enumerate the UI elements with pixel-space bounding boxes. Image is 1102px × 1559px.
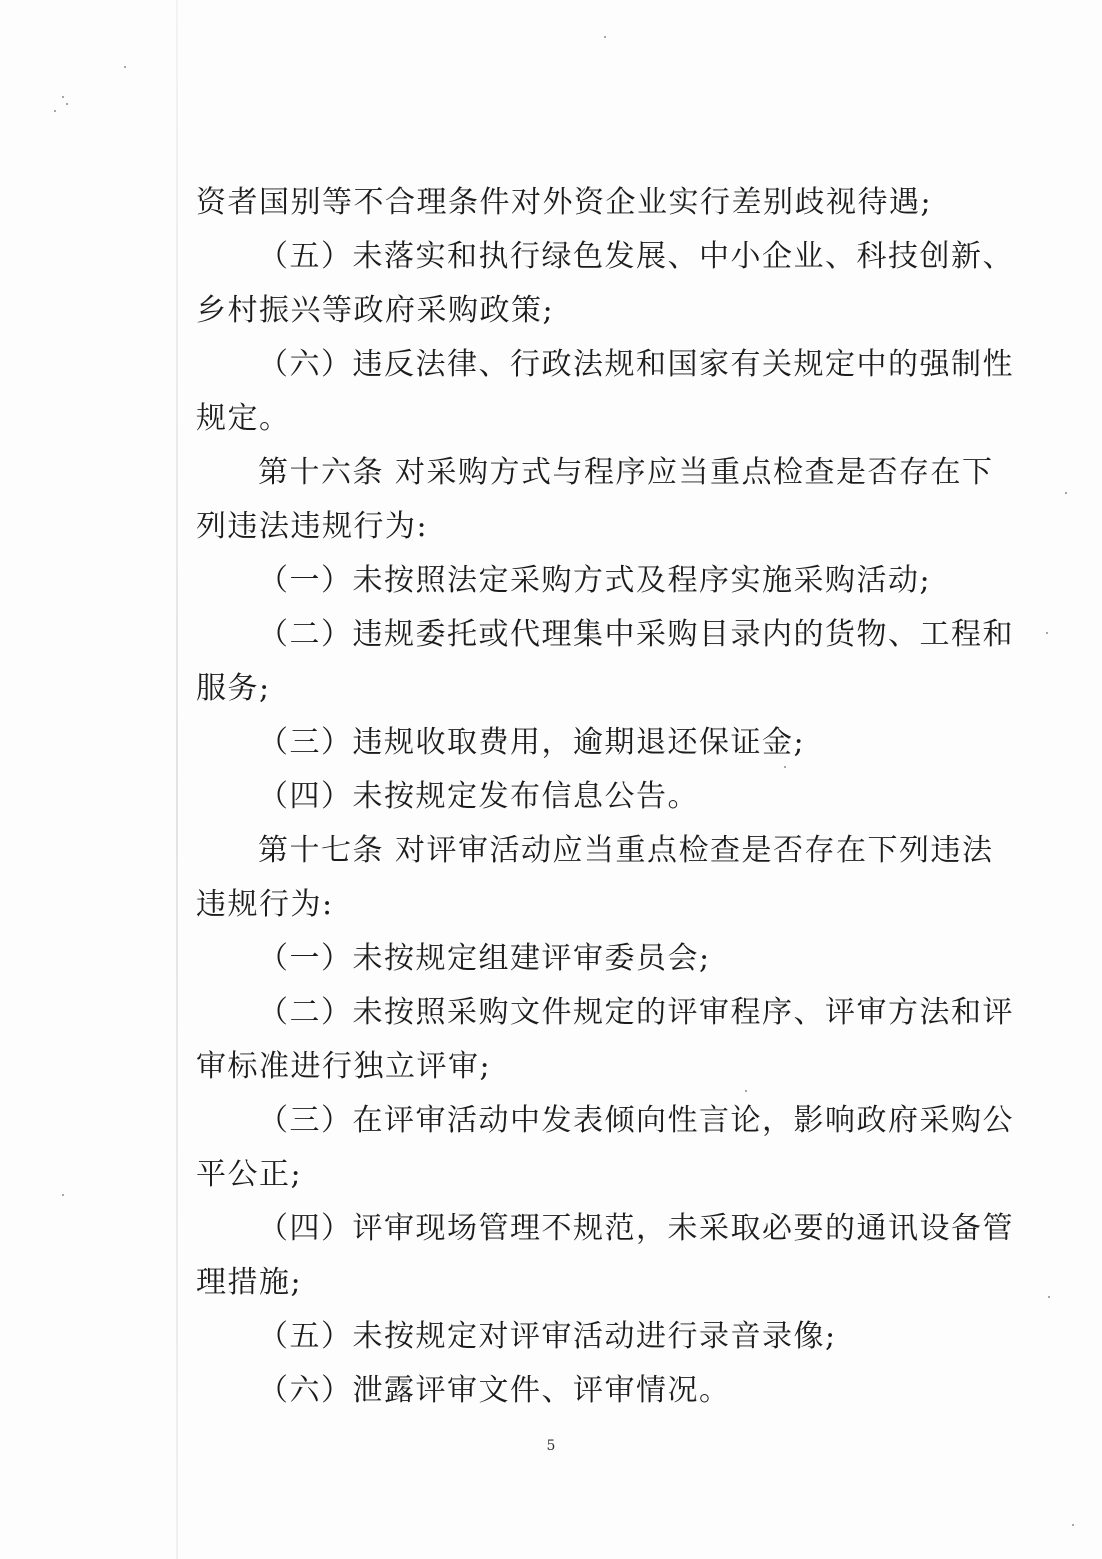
article-heading-line: 第十六条 对采购方式与程序应当重点检查是否存在下 xyxy=(258,455,994,490)
body-text-line: 资者国别等不合理条件对外资企业实行差别歧视待遇; xyxy=(196,185,933,220)
body-text-line: 规定。 xyxy=(196,401,291,436)
body-text-line: （二）未按照采购文件规定的评审程序、评审方法和评 xyxy=(258,995,1014,1030)
body-text-line: （四）评审现场管理不规范，未采取必要的通讯设备管 xyxy=(258,1211,1014,1246)
body-text-line: 审标准进行独立评审; xyxy=(196,1049,492,1084)
scan-speck xyxy=(745,1090,747,1092)
body-text-line: 列违法违规行为: xyxy=(196,509,429,544)
scan-speck xyxy=(66,103,68,105)
scan-speck xyxy=(1072,1524,1074,1526)
body-text-line: （二）违规委托或代理集中采购目录内的货物、工程和 xyxy=(258,617,1014,652)
body-text-line: （五）未按规定对评审活动进行录音录像; xyxy=(258,1319,837,1354)
scan-speck xyxy=(784,766,786,768)
scan-speck xyxy=(62,96,64,98)
scan-speck xyxy=(1065,492,1067,494)
body-text-line: （五）未落实和执行绿色发展、中小企业、科技创新、 xyxy=(258,239,1014,274)
scan-speck xyxy=(62,1194,64,1196)
scan-speck xyxy=(1048,1296,1050,1298)
body-text-line: （三）违规收取费用，逾期退还保证金; xyxy=(258,725,806,760)
article-heading-line: 第十七条 对评审活动应当重点检查是否存在下列违法 xyxy=(258,833,994,868)
body-text-line: （三）在评审活动中发表倾向性言论，影响政府采购公 xyxy=(258,1103,1014,1138)
body-text-line: （六）泄露评审文件、评审情况。 xyxy=(258,1373,731,1408)
body-text-line: （六）违反法律、行政法规和国家有关规定中的强制性 xyxy=(258,347,1014,382)
scan-shadow-edge xyxy=(176,0,178,1559)
scan-speck xyxy=(124,66,126,68)
body-text-line: （一）未按规定组建评审委员会; xyxy=(258,941,711,976)
body-text-line: （一）未按照法定采购方式及程序实施采购活动; xyxy=(258,563,932,598)
scan-speck xyxy=(54,110,56,112)
scan-speck xyxy=(604,36,606,38)
body-text-line: 违规行为: xyxy=(196,887,334,922)
body-text-line: 乡村振兴等政府采购政策; xyxy=(196,293,555,328)
body-text-line: 服务; xyxy=(196,671,271,706)
body-text-line: 平公正; xyxy=(196,1157,303,1192)
scan-speck xyxy=(1046,632,1048,634)
body-text-line: 理措施; xyxy=(196,1265,303,1300)
body-text-line: （四）未按规定发布信息公告。 xyxy=(258,779,699,814)
page-number: 5 xyxy=(546,1438,556,1454)
